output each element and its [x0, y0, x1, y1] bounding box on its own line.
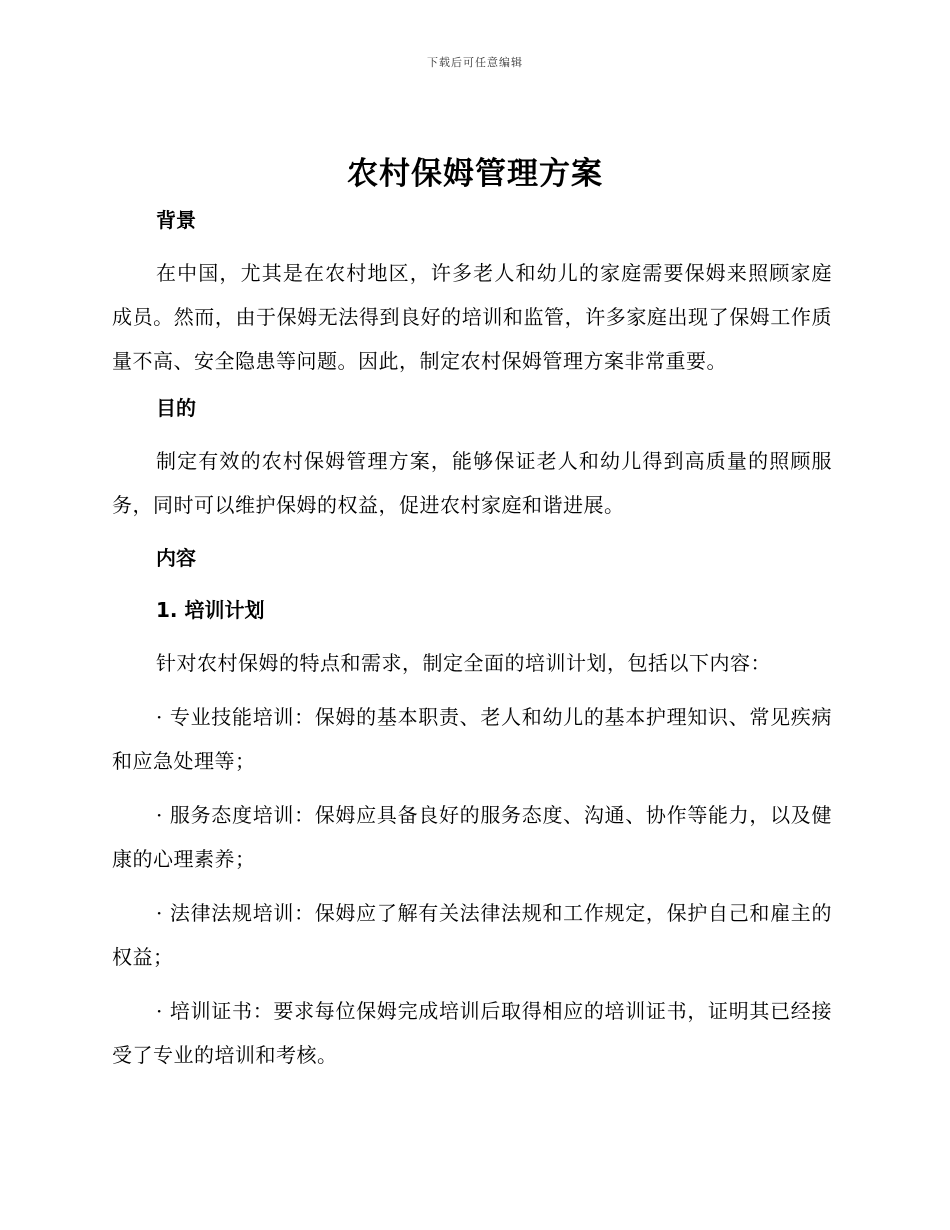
document-body	[112, 205, 832, 1087]
background-paragraph: 在中国，尤其是在农村地区，许多老人和幼儿的家庭需要保姆来照顾家庭成员。然而，由于保姆无法得到良好的培训和监管，许多家庭出现了保姆工作质量不高、安全隐患等问题。因此，制定农村保姆管理方案非常重要。	[112, 261, 832, 373]
bullet-item-attitude-training: · 服务态度培训：保姆应具备良好的服务态度、沟通、协作等能力，以及健康的心理素养；	[112, 803, 832, 871]
bullet-item-law-training: · 法律法规培训：保姆应了解有关法律法规和工作规定，保护自己和雇主的权益；	[112, 901, 832, 969]
document-title: 农村保姆管理方案	[347, 156, 603, 192]
section-heading-purpose: 目的	[156, 396, 196, 420]
section-heading-background: 背景	[156, 208, 196, 232]
section-heading-content: 内容	[156, 546, 196, 570]
purpose-paragraph: 制定有效的农村保姆管理方案，能够保证老人和幼儿得到高质量的照顾服务，同时可以维护保姆的权益，促进农村家庭和谐进展。	[112, 449, 832, 517]
header-note: 下载后可任意编辑	[427, 56, 523, 69]
training-plan-intro: 针对农村保姆的特点和需求，制定全面的培训计划，包括以下内容：	[156, 651, 771, 675]
bullet-item-skills-training: · 专业技能培训：保姆的基本职责、老人和幼儿的基本护理知识、常见疾病和应急处理等；	[112, 705, 832, 773]
subsection-heading-training-plan: 1. 培训计划	[156, 598, 265, 622]
bullet-item-certificate: · 培训证书：要求每位保姆完成培训后取得相应的培训证书，证明其已经接受了专业的培训和考核。	[112, 999, 832, 1067]
